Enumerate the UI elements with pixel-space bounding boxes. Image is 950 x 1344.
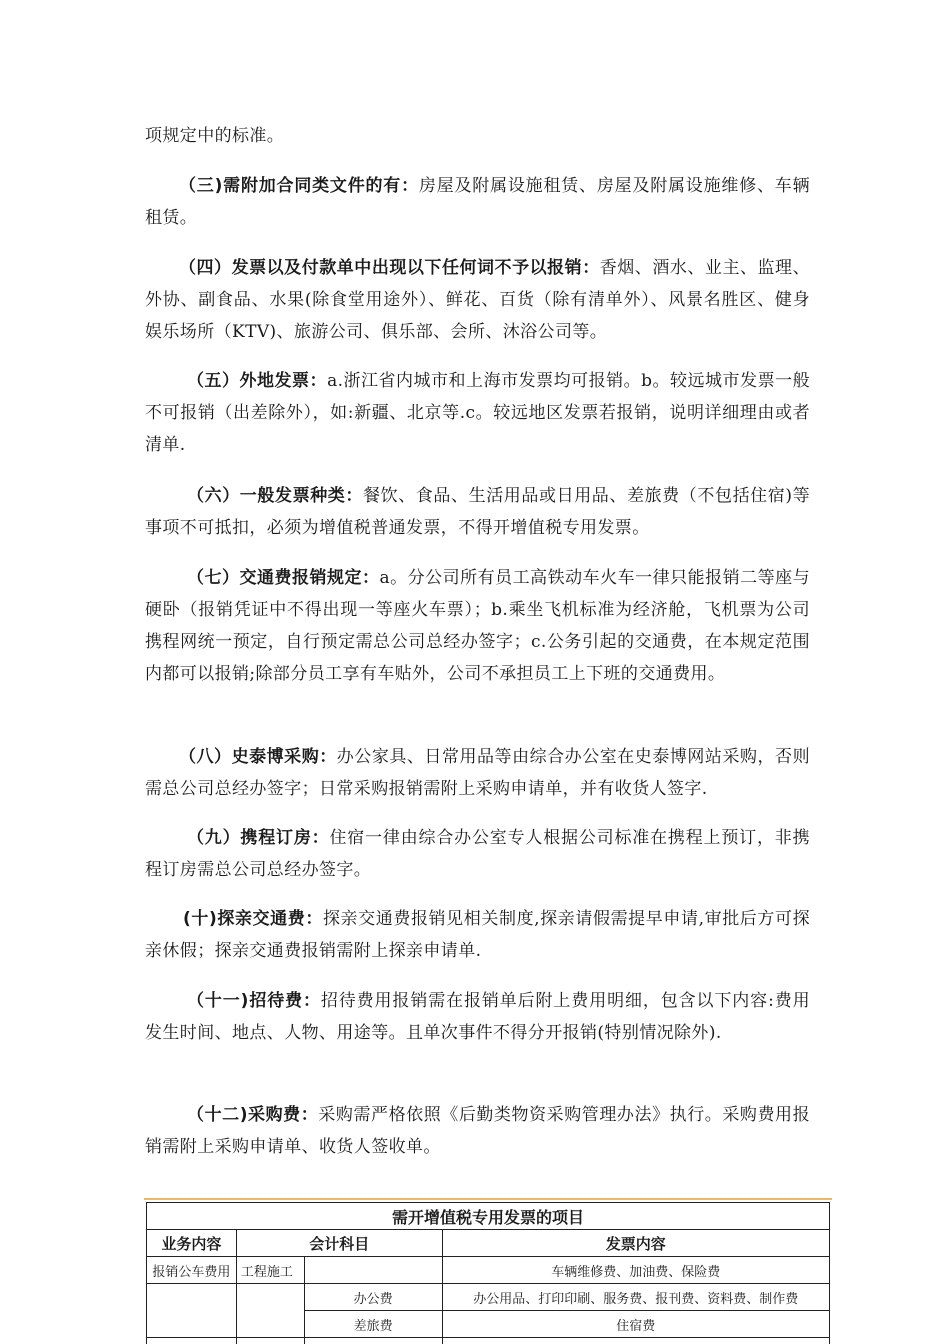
cell-account2: 差旅费 (304, 1311, 442, 1338)
vat-invoice-table-section (144, 1198, 832, 1344)
paragraph-transport-rules (145, 562, 810, 690)
cell-empty (147, 1338, 237, 1344)
paragraph-body: 招待费用报销需在报销单后附上费用明细，包含以下内容:费用发生时间、地点、人物、用途等。且单次事件不得分开报销(特别情况除外). (145, 991, 810, 1043)
header-content: 发票内容 (442, 1230, 829, 1257)
paragraph-heading: （四）发票以及付款单中出现以下任何词不予以报销： (179, 258, 600, 278)
paragraph-ctrip-booking (145, 822, 810, 886)
cell-account1 (236, 1284, 304, 1338)
cell-empty (236, 1338, 304, 1344)
cell-account2 (304, 1257, 442, 1284)
paragraph-body: 住宿一律由综合办公室专人根据公司标准在携程上预订，非携程订房需总公司总经办签字。 (145, 828, 810, 880)
cell-business (147, 1284, 237, 1338)
cell-empty (304, 1338, 442, 1344)
paragraph-general-invoice-types (145, 480, 810, 544)
paragraph-forbidden-words (145, 252, 810, 348)
header-business: 业务内容 (147, 1230, 237, 1257)
paragraph-body: 办公家具、日常用品等由综合办公室在史泰博网站采购，否则需总公司总经办签字；日常采购报销需附上采购申请单，并有收货人签字. (145, 747, 810, 799)
paragraph-heading: （六）一般发票种类： (187, 486, 363, 506)
paragraph-heading: （三)需附加合同类文件的有： (179, 176, 419, 196)
header-account: 会计科目 (236, 1230, 442, 1257)
table-accent-line (144, 1198, 832, 1200)
paragraph-contract-docs (145, 170, 810, 234)
paragraph-body: 采购需严格依照《后勤类物资采购管理办法》执行。采购费用报销需附上采购申请单、收货人签收单。 (145, 1105, 810, 1157)
vat-invoice-table (146, 1202, 830, 1344)
paragraph-body: 房屋及附属设施租赁、房屋及附属设施维修、车辆租赁。 (145, 176, 810, 228)
cell-empty (442, 1338, 829, 1344)
paragraph-body: 餐饮、食品、生活用品或日用品、差旅费（不包括住宿)等事项不可抵扣，必须为增值税普通发票，不得开增值税专用发票。 (145, 486, 811, 538)
paragraph-family-visit (145, 903, 810, 967)
paragraph-staples-purchase (145, 741, 810, 805)
paragraph-body: a。分公司所有员工高铁动车火车一律只能报销二等座与硬卧（报销凭证中不得出现一等座火车票）；b.乘坐飞机标准为经济舱，飞机票为公司携程网统一预定，自行预定需总公司总经办签字；c.公务引起的交通费，在本规定范围内都可以报销;除部分员工享有车贴外，公司不承担员工上下班的交通费用。 (145, 568, 811, 684)
paragraph-heading: （十二)采购费： (187, 1105, 319, 1125)
table-row (147, 1284, 830, 1311)
paragraph-body: 香烟、酒水、业主、监理、外协、副食品、水果(除食堂用途外）、鲜花、百货（除有清单外）、风景名胜区、健身娱乐场所（KTV)、旅游公司、俱乐部、会所、沐浴公司等。 (145, 258, 810, 342)
cell-content: 车辆维修费、加油费、保险费 (442, 1257, 829, 1284)
cell-account1: 工程施工 (236, 1257, 304, 1284)
paragraph-heading: （七）交通费报销规定： (187, 568, 380, 588)
table-row (147, 1257, 830, 1284)
cell-content: 办公用品、打印印刷、服务费、报刊费、资料费、制作费 (442, 1284, 829, 1311)
paragraph-heading: （十一)招待费： (187, 991, 321, 1011)
cell-content: 住宿费 (442, 1311, 829, 1338)
paragraph-non-local-invoice (145, 365, 810, 461)
paragraph-standard-tail (145, 120, 810, 152)
paragraph-body: a.浙江省内城市和上海市发票均可报销。b。较远城市发票一般不可报销（出差除外），如:新疆、北京等.c。较远地区发票若报销，说明详细理由或者清单. (145, 371, 810, 455)
table-row (147, 1338, 830, 1344)
paragraph-body: 探亲交通费报销见相关制度,探亲请假需提早申请,审批后方可探亲休假；探亲交通费报销需附上探亲申请单. (145, 909, 810, 961)
paragraph-entertainment (145, 985, 810, 1049)
cell-business: 报销公车费用 (147, 1257, 237, 1284)
paragraph-heading: （九）携程订房： (187, 828, 330, 848)
paragraph-procurement (145, 1099, 810, 1163)
paragraph-heading: (十)探亲交通费： (183, 909, 323, 929)
paragraph-heading: （八）史泰博采购： (179, 747, 337, 767)
paragraph-heading: （五）外地发票： (187, 371, 328, 391)
table-title: 需开增值税专用发票的项目 (147, 1203, 830, 1230)
cell-account2: 办公费 (304, 1284, 442, 1311)
paragraph-body: 项规定中的标准。 (145, 126, 285, 146)
